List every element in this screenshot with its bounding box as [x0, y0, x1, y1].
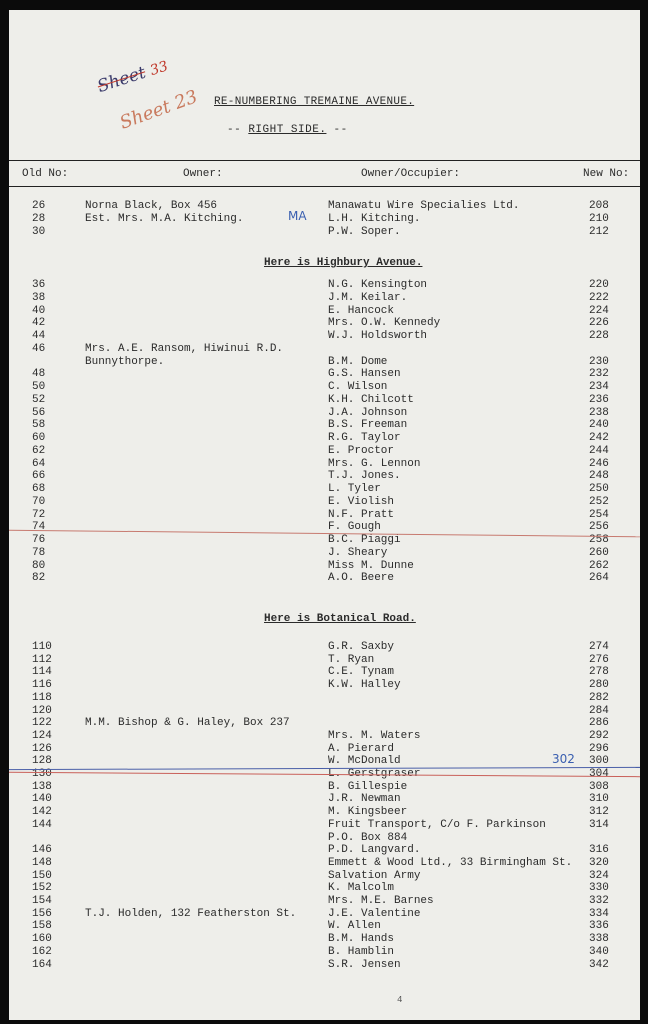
occupier-cell: L. Tyler	[328, 483, 381, 495]
occupier-cell: Emmett & Wood Ltd., 33 Birmingham St.	[328, 856, 573, 869]
owner-cell: T.J. Holden, 132 Featherston St.	[85, 907, 297, 920]
annotation-ma: MA	[288, 209, 307, 223]
occupier-cell: G.S. Hansen	[328, 368, 401, 381]
owner-cell: Est. Mrs. M.A. Kitching.	[85, 213, 244, 225]
occupier-cell: E. Violish	[328, 495, 395, 508]
old-number: 48	[32, 368, 46, 381]
occupier-cell: Fruit Transport, C/o F. Parkinson	[328, 818, 546, 831]
old-number: 152	[32, 882, 52, 895]
header-rule-bottom	[9, 186, 640, 187]
old-number: 130	[32, 768, 52, 780]
old-number: 62	[32, 444, 46, 457]
handwritten-sheet-old	[95, 56, 170, 98]
old-number: 142	[32, 806, 52, 819]
old-number: 58	[32, 419, 46, 432]
subtitle-label: RIGHT SIDE.	[248, 124, 327, 136]
header-rule-top	[9, 160, 640, 161]
new-number: 224	[589, 304, 609, 317]
table-row	[9, 292, 640, 305]
occupier-cell: R.G. Taylor	[328, 432, 401, 444]
old-number: 50	[32, 381, 46, 393]
new-number: 220	[589, 279, 609, 291]
annotation-302: 302	[552, 752, 575, 766]
handwritten-sheet-new: Sheet 23	[117, 86, 201, 134]
occupier-cell: B.M. Hands	[328, 933, 395, 946]
table-row	[9, 470, 640, 483]
owner-cell: M.M. Bishop & G. Haley, Box 237	[85, 717, 290, 730]
occupier-cell: B.C. Piaggi	[328, 534, 401, 546]
table-row	[9, 496, 640, 509]
occupier-cell: P.O. Box 884	[328, 831, 408, 844]
old-number: 28	[32, 213, 46, 225]
new-number: 330	[589, 882, 609, 895]
old-number: 74	[32, 521, 46, 534]
old-number: 164	[32, 958, 52, 971]
table-row	[9, 483, 640, 496]
old-number: 162	[32, 945, 52, 958]
new-number: 244	[589, 444, 609, 457]
table-row	[9, 407, 640, 420]
table-row	[9, 560, 640, 573]
new-number: 284	[589, 704, 609, 717]
new-number: 230	[589, 355, 609, 368]
old-number: 122	[32, 717, 52, 730]
table-row	[9, 343, 640, 356]
occupier-cell: W. McDonald	[328, 755, 401, 768]
old-number: 118	[32, 691, 52, 704]
occupier-cell: C. Wilson	[328, 381, 388, 393]
occupier-cell: A.O. Beere	[328, 572, 395, 585]
new-number: 234	[589, 381, 609, 393]
occupier-cell: E. Proctor	[328, 444, 395, 457]
occupier-cell: J.M. Keilar.	[328, 291, 408, 304]
document-title: RE-NUMBERING TREMAINE AVENUE.	[214, 96, 415, 108]
occupier-cell: E. Hancock	[328, 304, 395, 317]
new-number: 254	[589, 508, 609, 521]
occupier-cell: B.M. Dome	[328, 355, 388, 368]
old-number: 40	[32, 304, 46, 317]
new-number: 250	[589, 483, 609, 495]
new-number: 338	[589, 933, 609, 946]
occupier-cell: J. Sheary	[328, 546, 388, 559]
new-number: 236	[589, 393, 609, 406]
column-header-new: New No:	[583, 168, 630, 180]
new-number: 242	[589, 432, 609, 444]
subtitle-suffix: --	[326, 124, 348, 136]
new-number: 246	[589, 457, 609, 470]
table-row	[9, 226, 640, 239]
table-row	[9, 933, 640, 946]
new-number: 226	[589, 317, 609, 330]
table-row	[9, 781, 640, 794]
column-header-occupier: Owner/Occupier:	[361, 168, 461, 180]
new-number: 310	[589, 793, 609, 806]
old-number: 116	[32, 679, 52, 692]
occupier-cell: L.H. Kitching.	[328, 213, 421, 225]
old-number: 156	[32, 907, 52, 920]
new-number: 282	[589, 691, 609, 704]
table-row	[9, 368, 640, 381]
new-number: 258	[589, 534, 609, 546]
old-number: 148	[32, 856, 52, 869]
new-number: 332	[589, 895, 609, 907]
table-row	[9, 959, 640, 972]
table-row	[9, 641, 640, 654]
page-number: 4	[397, 995, 403, 1005]
old-number: 160	[32, 933, 52, 946]
occupier-cell: T.J. Jones.	[328, 470, 401, 483]
table-row	[9, 730, 640, 743]
new-number: 228	[589, 330, 609, 342]
table-row	[9, 666, 640, 679]
old-number: 76	[32, 534, 46, 546]
new-number: 340	[589, 945, 609, 958]
occupier-cell: W.J. Holdsworth	[328, 330, 428, 342]
document-page	[9, 10, 640, 1020]
old-number: 140	[32, 793, 52, 806]
table-row	[9, 547, 640, 560]
new-number: 256	[589, 521, 609, 534]
table-row	[9, 509, 640, 522]
table-row	[9, 908, 640, 921]
new-number: 248	[589, 470, 609, 483]
new-number: 296	[589, 742, 609, 755]
old-number: 66	[32, 470, 46, 483]
table-row	[9, 572, 640, 585]
new-number: 304	[589, 768, 609, 780]
old-number: 114	[32, 666, 52, 679]
occupier-cell: K. Malcolm	[328, 882, 395, 895]
new-number: 262	[589, 559, 609, 572]
new-number: 334	[589, 907, 609, 920]
column-header-old: Old No:	[22, 168, 69, 180]
old-number: 110	[32, 641, 52, 653]
new-number: 314	[589, 818, 609, 831]
new-number: 308	[589, 780, 609, 793]
occupier-cell: Mrs. O.W. Kennedy	[328, 317, 441, 330]
occupier-cell: S.R. Jensen	[328, 958, 401, 971]
new-number: 208	[589, 200, 609, 212]
table-row	[9, 679, 640, 692]
owner-cell: Mrs. A.E. Ransom, Hiwinui R.D.	[85, 342, 284, 355]
owner-cell: Bunnythorpe.	[85, 355, 165, 368]
occupier-cell: N.G. Kensington	[328, 279, 428, 291]
new-number: 280	[589, 679, 609, 692]
occupier-cell: B.S. Freeman	[328, 419, 408, 432]
occupier-cell: P.W. Soper.	[328, 226, 401, 238]
table-row	[9, 445, 640, 458]
table-row	[9, 920, 640, 933]
table-row	[9, 200, 640, 213]
occupier-cell: A. Pierard	[328, 742, 395, 755]
old-number: 72	[32, 508, 46, 521]
old-number: 44	[32, 330, 46, 342]
occupier-cell: W. Allen	[328, 920, 381, 933]
old-number: 38	[32, 291, 46, 304]
occupier-cell: K.W. Halley	[328, 679, 401, 692]
table-row	[9, 882, 640, 895]
old-number: 120	[32, 704, 52, 717]
occupier-cell: J.R. Newman	[328, 793, 401, 806]
occupier-cell: Mrs. M.E. Barnes	[328, 895, 434, 907]
new-number: 312	[589, 806, 609, 819]
new-number: 336	[589, 920, 609, 933]
occupier-cell: N.F. Pratt	[328, 508, 395, 521]
occupier-cell: Manawatu Wire Specialies Ltd.	[328, 200, 520, 212]
table-row	[9, 279, 640, 292]
table-row	[9, 844, 640, 857]
old-number: 36	[32, 279, 46, 291]
occupier-cell: M. Kingsbeer	[328, 806, 408, 819]
old-number: 64	[32, 457, 46, 470]
table-row	[9, 857, 640, 870]
old-number: 126	[32, 742, 52, 755]
old-number: 26	[32, 200, 46, 212]
old-number: 150	[32, 869, 52, 882]
new-number: 240	[589, 419, 609, 432]
table-row	[9, 394, 640, 407]
table-row	[9, 895, 640, 908]
new-number: 316	[589, 844, 609, 857]
new-number: 212	[589, 226, 609, 238]
table-row	[9, 819, 640, 832]
old-number: 70	[32, 495, 46, 508]
table-row	[9, 743, 640, 756]
occupier-cell: F. Gough	[328, 521, 381, 534]
table-row	[9, 832, 640, 845]
occupier-cell: B. Gillespie	[328, 780, 408, 793]
occupier-cell: T. Ryan	[328, 653, 375, 666]
new-number: 274	[589, 641, 609, 653]
occupier-cell: Miss M. Dunne	[328, 559, 414, 572]
table-row	[9, 705, 640, 718]
old-number: 46	[32, 342, 46, 355]
old-number: 56	[32, 406, 46, 419]
table-row	[9, 654, 640, 667]
column-header-owner: Owner:	[183, 168, 223, 180]
subtitle-prefix: --	[227, 124, 249, 136]
occupier-cell: C.E. Tynam	[328, 666, 395, 679]
new-number: 210	[589, 213, 609, 225]
table-row	[9, 419, 640, 432]
occupier-cell: Salvation Army	[328, 869, 421, 882]
occupier-cell: J.E. Valentine	[328, 907, 421, 920]
new-number: 276	[589, 653, 609, 666]
table-row	[9, 381, 640, 394]
old-number: 78	[32, 546, 46, 559]
old-number: 112	[32, 653, 52, 666]
table-row	[9, 458, 640, 471]
sheet-old-number: 33	[148, 58, 171, 80]
table-row	[9, 946, 640, 959]
occupier-cell: Mrs. M. Waters	[328, 729, 421, 742]
owner-cell: Norna Black, Box 456	[85, 200, 218, 212]
old-number: 128	[32, 755, 52, 768]
old-number: 42	[32, 317, 46, 330]
old-number: 158	[32, 920, 52, 933]
new-number: 286	[589, 717, 609, 730]
table-row	[9, 356, 640, 369]
old-number: 68	[32, 483, 46, 495]
occupier-cell: J.A. Johnson	[328, 406, 408, 419]
document-subtitle	[227, 124, 348, 136]
table-row	[9, 213, 640, 226]
new-number: 278	[589, 666, 609, 679]
table-row	[9, 870, 640, 883]
occupier-cell: P.D. Langvard.	[328, 844, 421, 857]
old-number: 30	[32, 226, 46, 238]
new-number: 252	[589, 495, 609, 508]
old-number: 144	[32, 818, 52, 831]
table-row	[9, 806, 640, 819]
table-row	[9, 793, 640, 806]
old-number: 60	[32, 432, 46, 444]
old-number: 80	[32, 559, 46, 572]
section-botanical-road: Here is Botanical Road.	[264, 613, 416, 625]
new-number: 292	[589, 729, 609, 742]
table-row	[9, 317, 640, 330]
new-number: 342	[589, 958, 609, 971]
section-highbury-avenue: Here is Highbury Avenue.	[264, 257, 423, 269]
occupier-cell: G.R. Saxby	[328, 641, 395, 653]
new-number: 324	[589, 869, 609, 882]
table-row	[9, 330, 640, 343]
new-number: 232	[589, 368, 609, 381]
old-number: 146	[32, 844, 52, 857]
occupier-cell: K.H. Chilcott	[328, 393, 414, 406]
new-number: 300	[589, 755, 609, 768]
new-number: 320	[589, 856, 609, 869]
new-number: 260	[589, 546, 609, 559]
new-number: 222	[589, 291, 609, 304]
table-row	[9, 432, 640, 445]
new-number: 264	[589, 572, 609, 585]
new-number: 238	[589, 406, 609, 419]
sheet-old-text: Sheet	[95, 62, 149, 98]
old-number: 124	[32, 729, 52, 742]
old-number: 52	[32, 393, 46, 406]
table-row	[9, 305, 640, 318]
table-row	[9, 717, 640, 730]
occupier-cell: B. Hamblin	[328, 945, 395, 958]
old-number: 138	[32, 780, 52, 793]
old-number: 82	[32, 572, 46, 585]
occupier-cell: Mrs. G. Lennon	[328, 457, 421, 470]
occupier-cell: L. Gerstgraser	[328, 768, 421, 780]
old-number: 154	[32, 895, 52, 907]
table-row	[9, 692, 640, 705]
